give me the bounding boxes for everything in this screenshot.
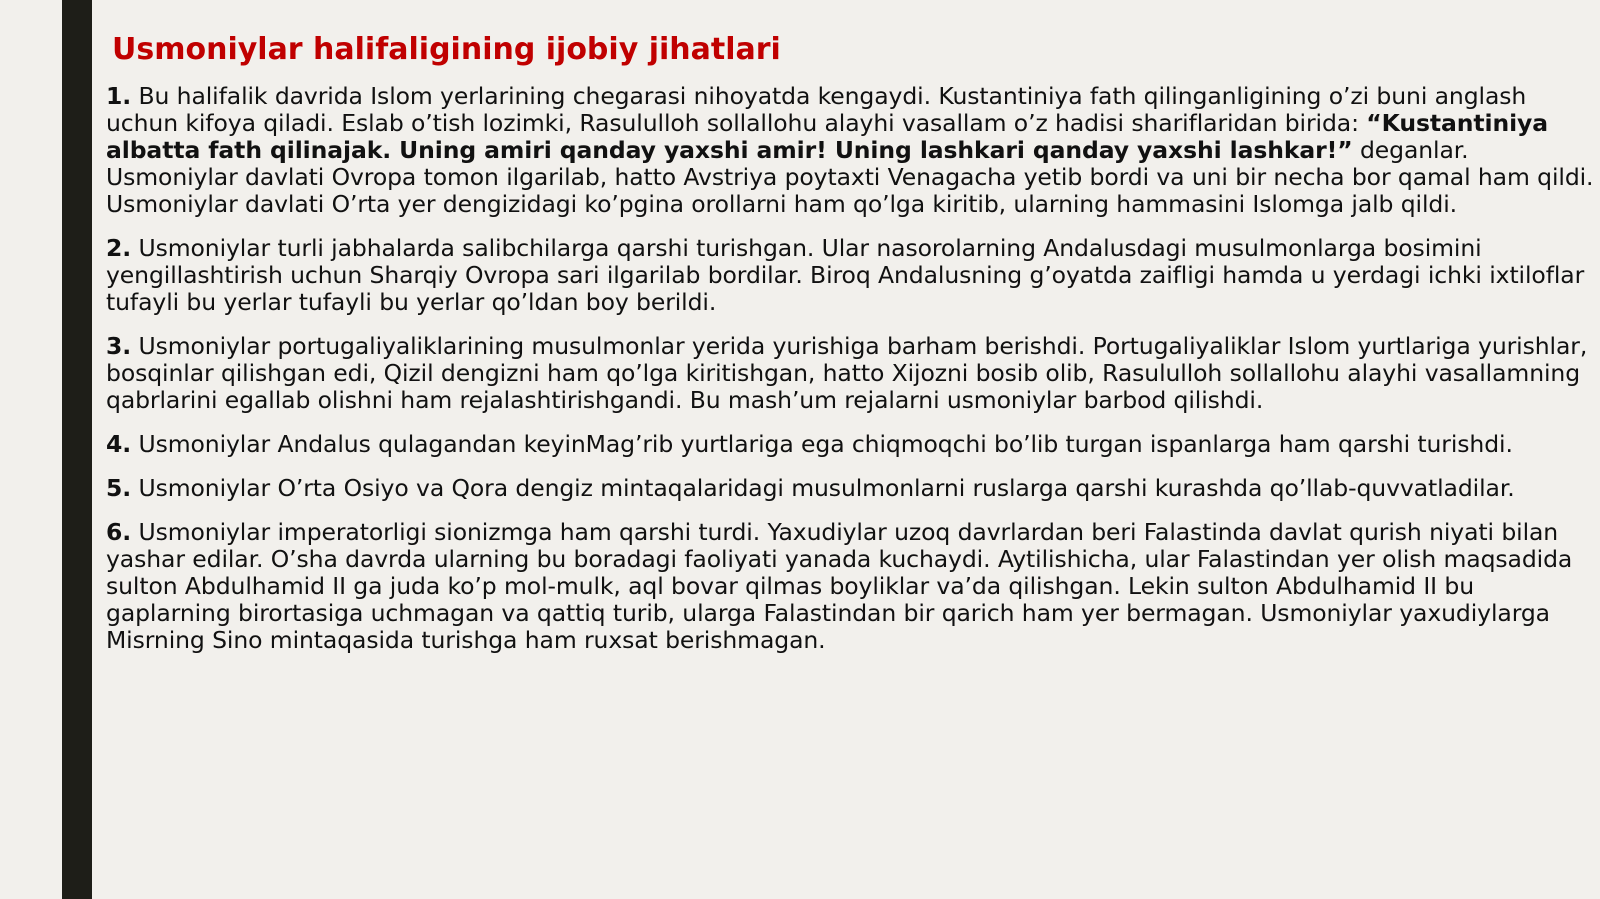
- accent-bar: [62, 0, 92, 899]
- item-text: Usmoniylar portugaliyaliklarining musulmonlar yerida yurishiga barham berishdi. Portugaliyaliklar Islom yurtlariga yurishlar, bosqinlar qilishgan edi, Qizil dengizni ham qo’lga kiritishgan, hatto Xijozni bosib olib, Rasululloh sollallohu alayhi vasallamning qabrlarini egallab olishni ham rejalashtirishgandi. Bu mash’um rejalarni usmoniylar barbod qilishdi.: [106, 332, 1588, 414]
- item-number: 2.: [106, 234, 132, 262]
- list-item-2: [106, 235, 1594, 316]
- list-item-3: [106, 333, 1594, 414]
- hadith-quote: “Kustantiniya albatta fath qilinajak. Uning amiri qanday yaxshi amir! Uning lashkari qanday yaxshi lashkar!”: [106, 109, 1549, 164]
- item-number: 5.: [106, 474, 132, 502]
- item-number: 3.: [106, 332, 132, 360]
- slide-content: [106, 83, 1594, 671]
- item-text: Bu halifalik davrida Islom yerlarining chegarasi nihoyatda kengaydi. Kustantiniya fath qilinganligining o’zi buni anglash uchun kifoya qiladi. Eslab o’tish lozimki, Rasululloh sollallohu alayhi vasallam o’z hadisi shariflaridan birida:: [106, 82, 1527, 137]
- list-item-1: [106, 83, 1594, 218]
- item-text: Usmoniylar imperatorligi sionizmga ham qarshi turdi. Yaxudiylar uzoq davrlardan beri Falastinda davlat qurish niyati bilan yashar edilar. O’sha davrda ularning bu boradagi faoliyati yanada kuchaydi. Aytilishicha, ular Falastindan yer olish maqsadida sulton Abdulhamid II ga juda ko’p mol-mulk, aql bovar qilmas boyliklar va’da qilishgan. Lekin sulton Abdulhamid II bu gaplarning birortasiga uchmagan va qattiq turib, ularga Falastindan bir qarich ham yer bermagan. Usmoniylar yaxudiylarga Misrning Sino mintaqasida turishga ham ruxsat berishmagan.: [106, 518, 1573, 654]
- item-text: Usmoniylar O’rta Osiyo va Qora dengiz mintaqalaridagi musulmonlarni ruslarga qarshi kurashda qo’llab-quvvatladilar.: [131, 474, 1515, 502]
- list-item-4: [106, 431, 1594, 458]
- item-number: 1.: [106, 82, 132, 110]
- item-text: Usmoniylar turli jabhalarda salibchilarga qarshi turishgan. Ular nasorolarning Andalusdagi musulmonlarga bosimini yengillashtirish uchun Sharqiy Ovropa sari ilgarilab bordilar. Biroq Andalusning g’oyatda zaifligi hamda u yerdagi ichki ixtiloflar tufayli bu yerlar tufayli bu yerlar qo’ldan boy berildi.: [106, 234, 1585, 316]
- item-number: 6.: [106, 518, 132, 546]
- item-text: Usmoniylar Andalus qulagandan keyinMag’rib yurtlariga ega chiqmoqchi bo’lib turgan ispanlarga ham qarshi turishdi.: [131, 430, 1513, 458]
- list-item-6: [106, 519, 1594, 654]
- list-item-5: [106, 475, 1594, 502]
- item-number: 4.: [106, 430, 132, 458]
- slide-title: Usmoniylar halifaligining ijobiy jihatlari: [112, 32, 781, 67]
- item-text-continued: deganlar. Usmoniylar davlati Ovropa tomon ilgarilab, hatto Avstriya poytaxti Venagacha yetib bordi va uni bir necha bor qamal ham qildi. Usmoniylar davlati O’rta yer dengizidagi ko’pgina orollarni ham qo’lga kiritib, ularning hammasini Islomga jalb qildi.: [106, 136, 1594, 218]
